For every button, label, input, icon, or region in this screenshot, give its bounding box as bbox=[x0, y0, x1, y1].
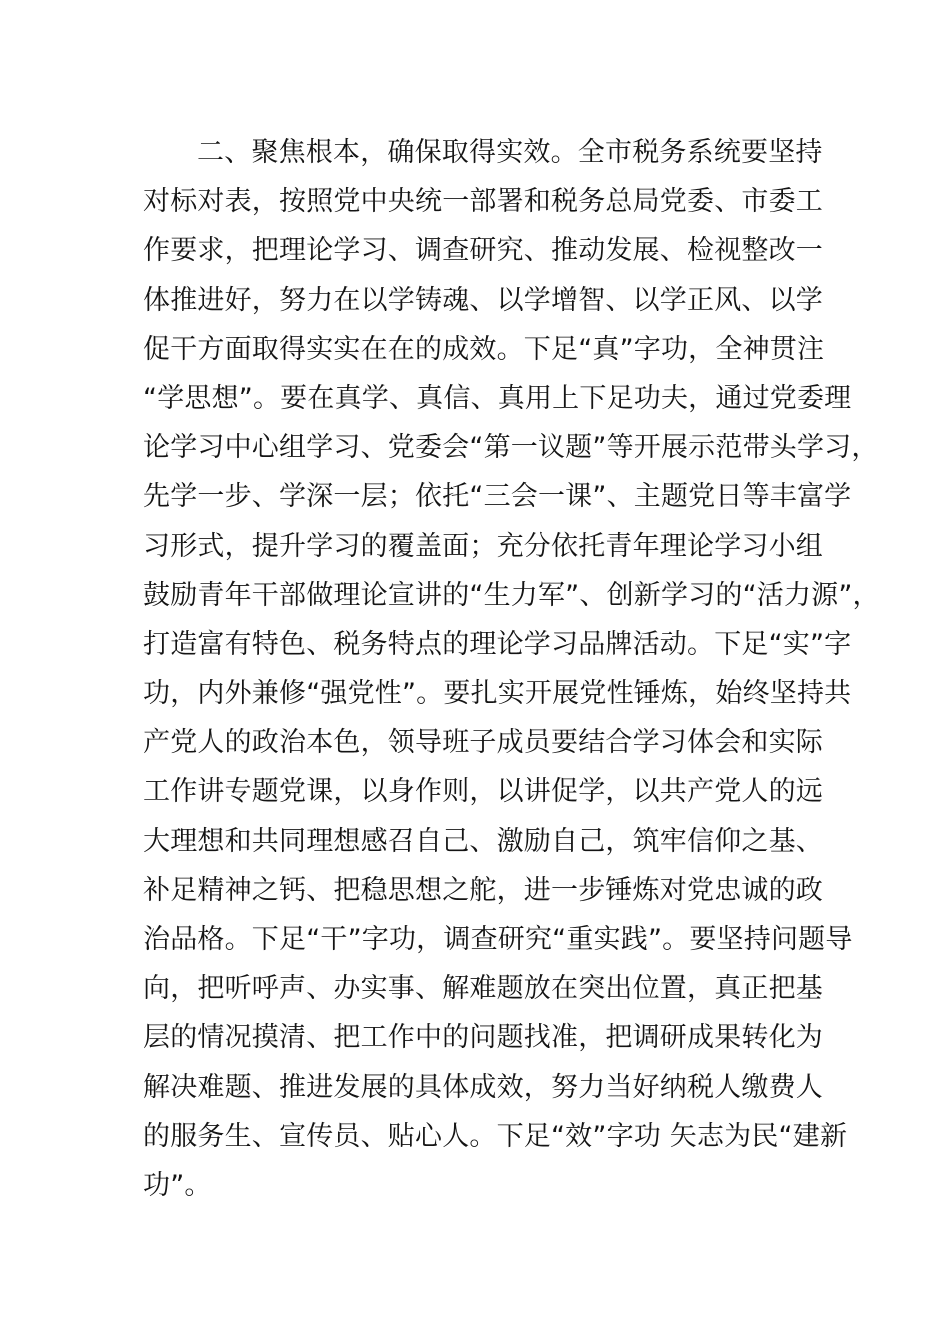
paragraph-line: 向，把听呼声、办实事、解难题放在突出位置，真正把基 bbox=[143, 973, 823, 1005]
paragraph-line: 先学一步、学深一层；依托“三会一课”、主题党日等丰富学 bbox=[143, 481, 852, 513]
paragraph-line: 对标对表，按照党中央统一部署和税务总局党委、市委工 bbox=[143, 186, 823, 218]
paragraph-line: 产党人的政治本色，领导班子成员要结合学习体会和实际 bbox=[143, 727, 823, 759]
paragraph-line: 打造富有特色、税务特点的理论学习品牌活动。下足“实”字 bbox=[143, 628, 852, 660]
paragraph-line: 二、聚焦根本，确保取得实效。全市税务系统要坚持 bbox=[197, 137, 823, 168]
paragraph-line: 补足精神之钙、把稳思想之舵，进一步锤炼对党忠诚的政 bbox=[143, 874, 823, 906]
paragraph-line: 习形式，提升学习的覆盖面；充分依托青年理论学习小组 bbox=[143, 530, 823, 562]
body-paragraph bbox=[143, 128, 880, 1210]
paragraph-line: 功”。 bbox=[143, 1169, 212, 1201]
paragraph-line: 的服务生、宣传员、贴心人。下足“效”字功 矢志为民“建新 bbox=[143, 1120, 848, 1152]
paragraph-line: “学思想”。要在真学、真信、真用上下足功夫，通过党委理 bbox=[143, 382, 852, 414]
paragraph-line: 论学习中心组学习、党委会“第一议题”等开展示范带头学习， bbox=[143, 432, 879, 464]
paragraph-line: 大理想和共同理想感召自己、激励自己，筑牢信仰之基、 bbox=[143, 825, 823, 857]
paragraph-line: 功，内外兼修“强党性”。要扎实开展党性锤炼，始终坚持共 bbox=[143, 678, 852, 710]
paragraph-line: 层的情况摸清、把工作中的问题找准，把调研成果转化为 bbox=[143, 1022, 823, 1054]
paragraph-line: 鼓励青年干部做理论宣讲的“生力军”、创新学习的“活力源”， bbox=[143, 579, 880, 611]
paragraph-line: 治品格。下足“干”字功，调查研究“重实践”。要坚持问题导 bbox=[143, 924, 853, 955]
paragraph-line: 促干方面取得实实在在的成效。下足“真”字功，全神贯注 bbox=[143, 333, 825, 365]
paragraph-line: 工作讲专题党课，以身作则，以讲促学，以共产党人的远 bbox=[143, 776, 823, 808]
paragraph-line: 体推进好，努力在以学铸魂、以学增智、以学正风、以学 bbox=[143, 284, 823, 316]
paragraph-line: 解决难题、推进发展的具体成效，努力当好纳税人缴费人 bbox=[143, 1071, 823, 1103]
paragraph-line: 作要求，把理论学习、调查研究、推动发展、检视整改一 bbox=[143, 235, 823, 267]
